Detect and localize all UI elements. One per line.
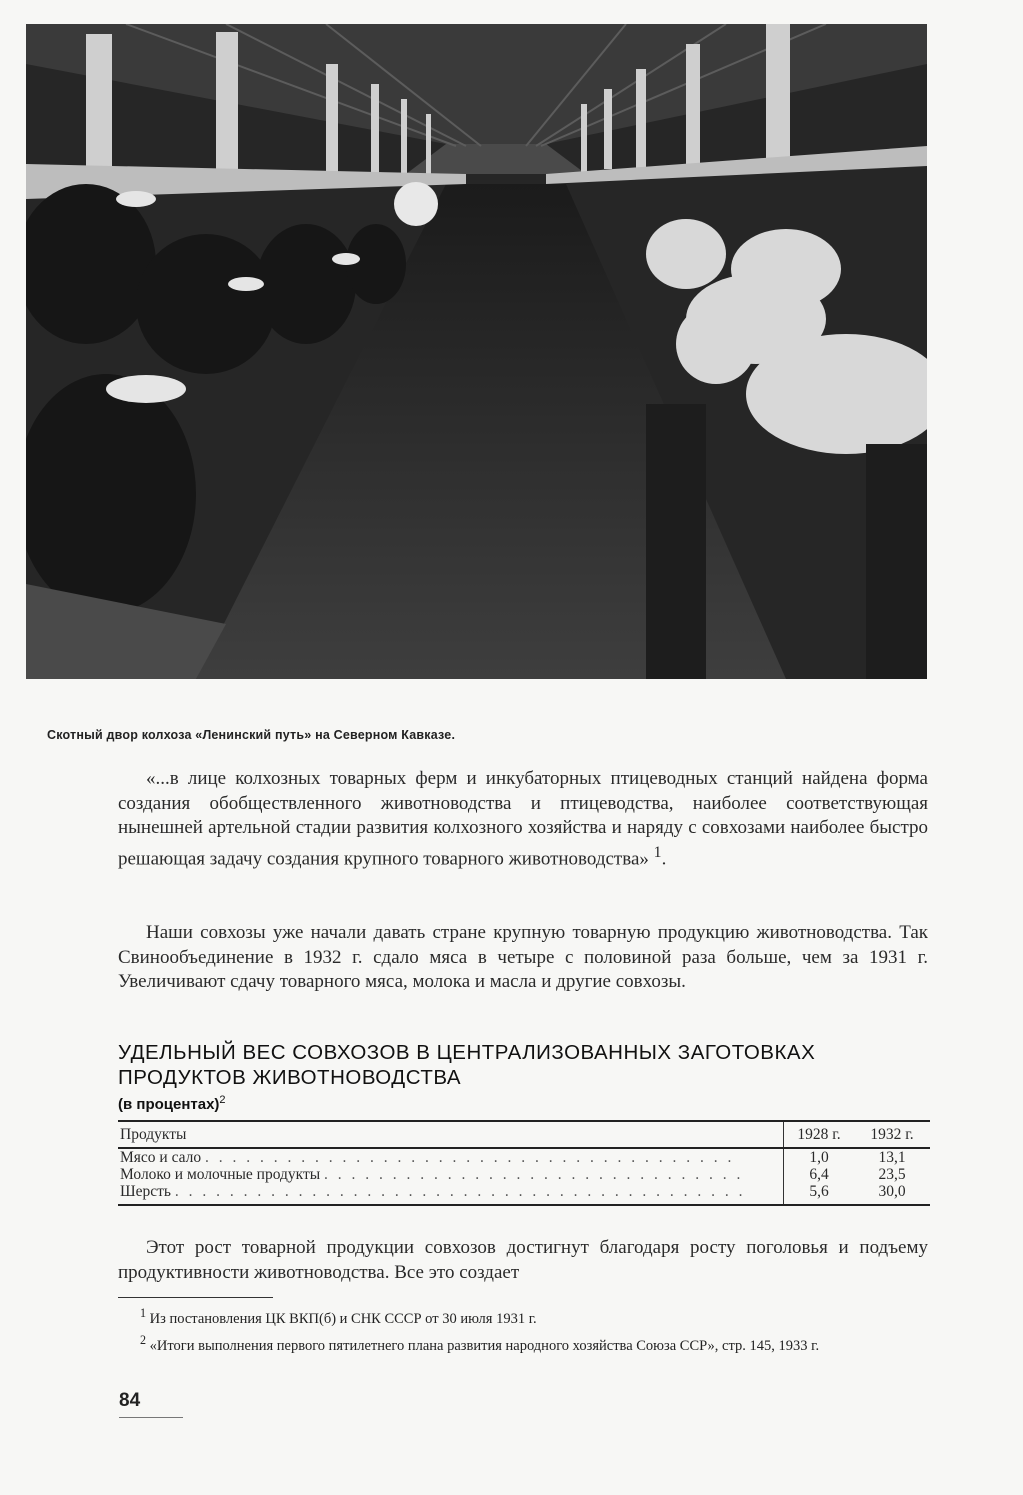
row-value-1928: 6,4: [784, 1166, 855, 1183]
product-label: Молоко и молочные продукты: [120, 1166, 321, 1183]
quote-text: «...в лице колхозных товарных ферм и инкубаторных птицеводных станций найдена форма создания обобществленного животноводства и птицеводства, наиболее соответствующая нынешней артельной стадии развития колхозного хозяйства и наряду с совхозами наиболее быстро решающая задачу создания крупного товарного животноводства»: [118, 768, 928, 869]
barn-photo: [26, 24, 927, 679]
table-row: [118, 1148, 930, 1166]
statistics-table: [118, 1120, 930, 1206]
quote-paragraph: «...в лице колхозных товарных ферм и инкубаторных птицеводных станций найдена форма создания обобществленного животноводства и птицеводства, наиболее соответствующая нынешней артельной стадии развития колхозного хозяйства и наряду с совхозами наиболее быстро решающая задачу создания крупного товарного животноводства» $^1$.: [118, 768, 928, 869]
footnote-ref-1: 1: [653, 843, 662, 861]
header-1932: 1932 г.: [854, 1121, 930, 1148]
row-product: [118, 1148, 784, 1166]
footnote-mark: 2: [140, 1332, 147, 1347]
photo-caption: Скотный двор колхоза «Ленинский путь» на Северном Кавказе.: [47, 728, 456, 742]
table-row: [118, 1166, 930, 1183]
row-product: [118, 1183, 784, 1205]
leader-dots: . . . . . . . . . . . . . . . . . . . . . . . . . . . . . . .: [324, 1166, 744, 1183]
table-row: [118, 1183, 930, 1205]
header-product: Продукты: [118, 1121, 784, 1148]
row-value-1928: 5,6: [784, 1183, 855, 1205]
body-paragraph-3: Этот рост товарной продукции совхозов достигнут благодаря росту поголовья и подъему продуктивности животноводства. Все это создает: [118, 1237, 928, 1283]
footnote-ref-2: 2: [219, 1094, 226, 1106]
row-product: [118, 1166, 784, 1183]
table-subtitle-text: (в процентах): [118, 1096, 220, 1113]
leader-dots: . . . . . . . . . . . . . . . . . . . . . . . . . . . . . . . . . . . . . . . . . .: [174, 1183, 746, 1200]
row-value-1932: 13,1: [878, 1149, 906, 1166]
product-label: Мясо и сало: [120, 1149, 202, 1166]
product-label: Шерсть: [120, 1183, 171, 1200]
footnotes: [118, 1303, 930, 1357]
footnote-1: [118, 1303, 930, 1330]
cattle-barn-photo-icon: [26, 24, 927, 679]
page-number: 84: [119, 1390, 141, 1411]
footnote-2: [118, 1330, 930, 1357]
row-value-1928: 1,0: [784, 1148, 855, 1166]
footnote-divider: [118, 1297, 273, 1298]
footnote-text: «Итоги выполнения первого пятилетнего плана развития народного хозяйства Союза ССР», стр. 145, 1933 г.: [149, 1337, 820, 1354]
footnote-text: Из постановления ЦК ВКП(б) и СНК СССР от 30 июля 1931 г.: [149, 1310, 537, 1327]
table-title: УДЕЛЬНЫЙ ВЕС СОВХОЗОВ В ЦЕНТРАЛИЗОВАННЫХ ЗАГОТОВКАХ ПРОДУКТОВ ЖИВОТНОВОДСТВА: [118, 1041, 816, 1089]
table-subtitle: [118, 1094, 226, 1113]
row-value-1932: 23,5: [878, 1166, 906, 1183]
body-paragraph-2: Наши совхозы уже начали давать стране крупную товарную продукцию животноводства. Так Свинообъединение в 1932 г. сдало мяса в четыре с половиной раза больше, чем за 1931 г. Увеличивают сдачу товарного мяса, молока и масла и другие совхозы.: [118, 922, 928, 992]
row-value-1932: 30,0: [854, 1183, 930, 1205]
table-header-row: [118, 1121, 930, 1148]
header-1928: 1928 г.: [784, 1121, 855, 1148]
leader-dots: . . . . . . . . . . . . . . . . . . . . . . . . . . . . . . . . . . . . . . .: [205, 1149, 735, 1166]
footnote-mark: 1: [140, 1306, 147, 1320]
page-number-rule: [119, 1417, 183, 1418]
